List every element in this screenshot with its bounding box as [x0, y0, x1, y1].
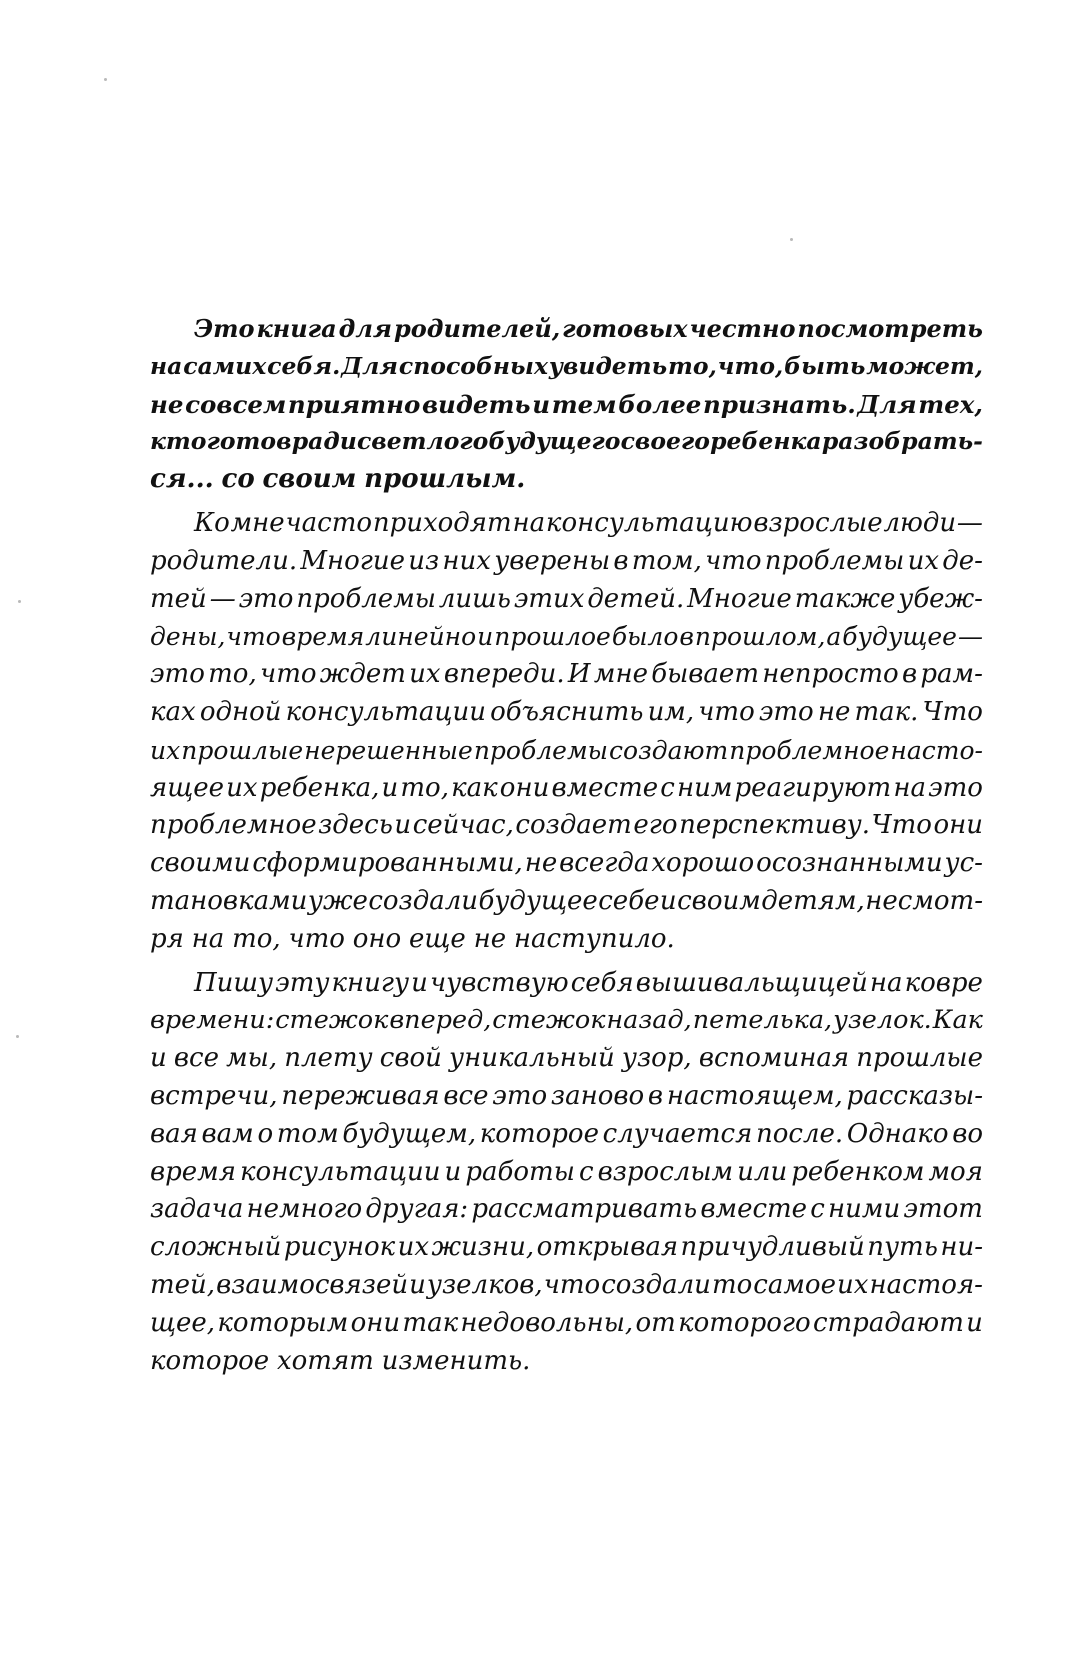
text-line: тей — это проблемы лишь этих детей. Многие также убеж- [150, 583, 983, 614]
text-line: щее, которым они так недовольны, от которого страдают и [150, 1307, 983, 1338]
text-line: Ко мне часто приходят на консультацию взрослые люди — [194, 507, 983, 538]
text-line: кто готов ради светлого будущего своего ребенка разобрать- [150, 427, 983, 456]
text-line: не совсем приятно видеть и тем более признать. Для тех, [150, 389, 983, 419]
paragraph [150, 965, 983, 1381]
text-line: тановками уже создали будущее себе и своим детям, несмот- [150, 885, 983, 916]
text-line: сложный рисунок их жизни, открывая причудливый путь ни- [150, 1232, 983, 1263]
text-line: это то, что ждет их впереди. И мне бывает непросто в рам- [150, 659, 983, 690]
text-line: тей, взаимосвязей и узелков, что создали то самое их настоя- [150, 1269, 983, 1300]
text-line: на самих себя. Для способных увидеть то, что, быть может, [150, 351, 983, 380]
text-line: ках одной консультации объяснить им, что это не так. Что [150, 696, 983, 727]
text-line: ящее их ребенка, и то, как они вместе с ним реагируют на это [150, 772, 983, 803]
text-line: вая вам о том будущем, которое случается после. Однако во [150, 1118, 983, 1149]
text-line: времени: стежок вперед, стежок назад, петелька, узелок. Как [150, 1005, 983, 1036]
paragraph [150, 505, 983, 959]
text-line: дены, что время линейно и прошлое было в прошлом, а будущее — [150, 622, 983, 652]
scan-speck [790, 238, 793, 241]
scan-speck [18, 600, 21, 603]
text-line: их прошлые нерешенные проблемы создают проблемное насто- [150, 735, 983, 765]
text-line: родители. Многие из них уверены в том, что проблемы их де- [150, 545, 983, 576]
text-line: которое хотят изменить. [150, 1345, 531, 1376]
scan-speck [16, 1035, 19, 1038]
paragraph [150, 310, 983, 499]
scan-speck [104, 78, 107, 81]
text-line: встречи, переживая все это заново в настоящем, рассказы- [150, 1080, 983, 1111]
text-line: время консультации и работы с взрослым или ребенком моя [150, 1156, 983, 1187]
text-line: своими сформированными, не всегда хорошо осознанными ус- [150, 848, 983, 879]
text-line: ря на то, что оно еще не наступило. [150, 923, 675, 954]
text-line: и все мы, плету свой уникальный узор, вспоминая прошлые [150, 1043, 983, 1074]
text-line: проблемное здесь и сейчас, создает его перспективу. Что они [150, 810, 983, 841]
text-line: задача немного другая: рассматривать вместе с ними этот [150, 1194, 983, 1225]
text-line: ся... со своим прошлым. [150, 464, 526, 495]
text-line: Это книга для родителей, готовых честно посмотреть [194, 314, 983, 343]
text-line: Пишу эту книгу и чувствую себя вышивальщицей на ковре [194, 967, 983, 998]
body-text [150, 310, 983, 1380]
